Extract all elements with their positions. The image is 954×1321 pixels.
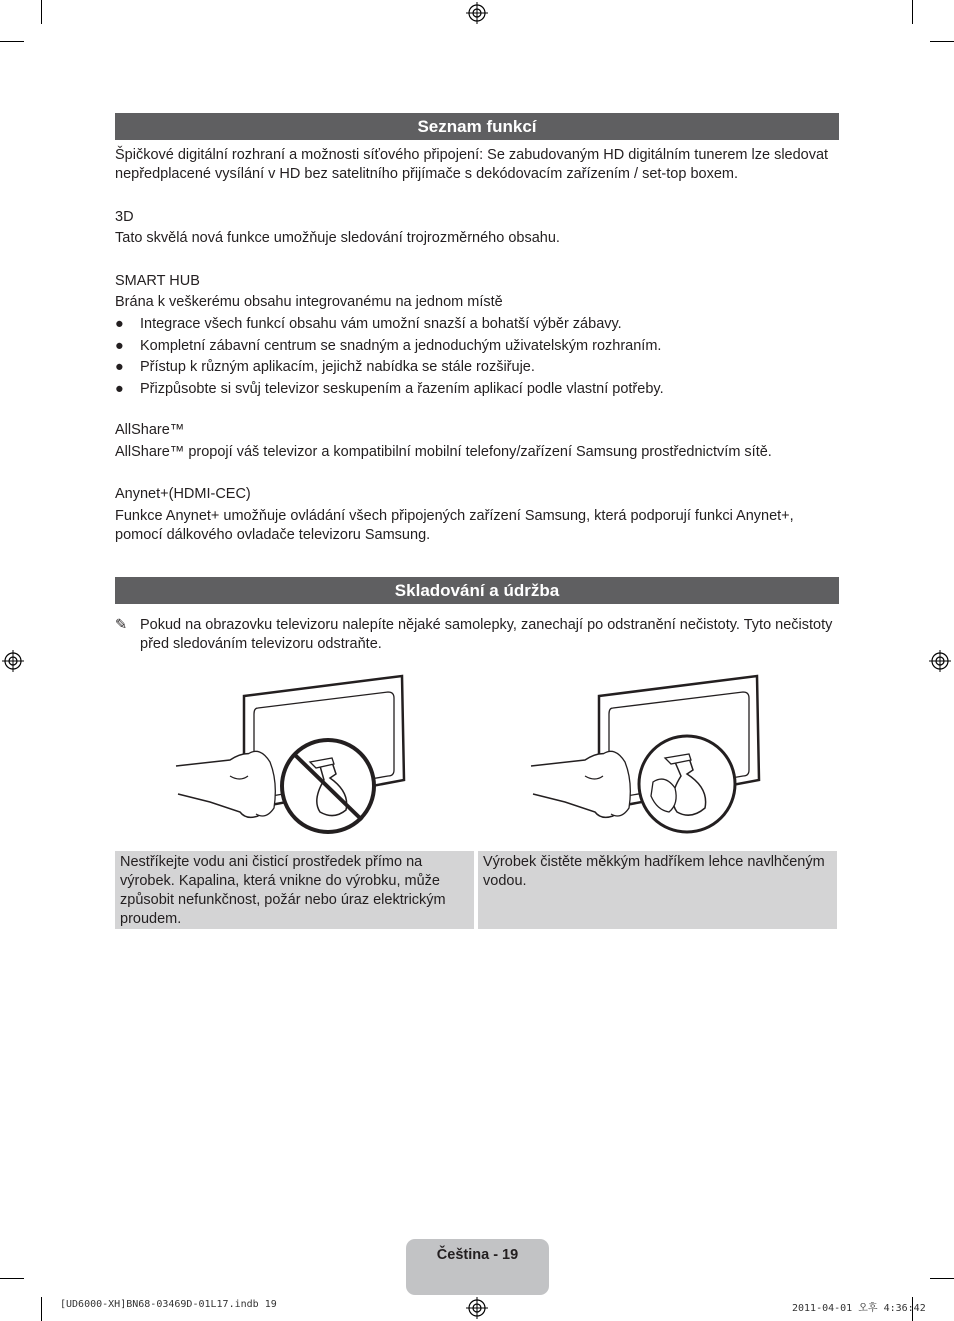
- registration-mark-icon: [2, 650, 24, 672]
- list-item: ● Přístup k různým aplikacím, jejichž nabídka se stále rozšiřuje.: [115, 357, 841, 379]
- print-timestamp: 2011-04-01 오후 4:36:42: [792, 1303, 926, 1314]
- illustration-wipe-cloth: [525, 670, 765, 840]
- print-file-info: [UD6000-XH]BN68-03469D-01L17.indb 19: [60, 1299, 277, 1310]
- list-item: ● Kompletní zábavní centrum se snadným a jednoduchým uživatelským rozhraním.: [115, 336, 841, 358]
- text-smart-hub: Brána k veškerému obsahu integrovanému na jednom místě: [115, 294, 503, 310]
- crop-mark: [912, 0, 913, 24]
- heading-anynet: Anynet+(HDMI-CEC): [115, 486, 251, 502]
- crop-mark: [0, 1278, 24, 1279]
- page-number-badge: Čeština - 19: [406, 1239, 549, 1295]
- care-note: [115, 616, 841, 654]
- section-title-care: Skladování a údržba: [115, 577, 839, 604]
- text-allshare: AllShare™ propojí váš televizor a kompatibilní mobilní telefony/zařízení Samsung prostřednictvím sítě.: [115, 444, 772, 460]
- features-intro: Špičkové digitální rozhraní a možnosti síťového připojení: Se zabudovaným HD digitálním tunerem lze sledovat nepředplacené vysílání v HD bez satelitního přijímače s dekódovacím zařízením / set-top boxem.: [115, 147, 829, 182]
- heading-smart-hub: SMART HUB: [115, 273, 200, 289]
- smart-hub-bullet-list: [115, 314, 841, 401]
- section-title-features: Seznam funkcí: [115, 113, 839, 140]
- list-item: ● Integrace všech funkcí obsahu vám umožní snazší a bohatší výběr zábavy.: [115, 314, 841, 336]
- illustration-no-spray: [170, 670, 410, 840]
- crop-mark: [930, 1278, 954, 1279]
- crop-mark: [41, 0, 42, 24]
- text-anynet: Funkce Anynet+ umožňuje ovládání všech připojených zařízení Samsung, která podporují funkci Anynet+, pomocí dálkového ovladače televizoru Samsung.: [115, 508, 794, 543]
- list-item: ● Přizpůsobte si svůj televizor seskupením a řazením aplikací podle vlastní potřeby.: [115, 379, 841, 401]
- registration-mark-icon: [466, 2, 488, 24]
- bullet-icon: ●: [115, 359, 124, 376]
- registration-mark-icon: [466, 1297, 488, 1319]
- text-3d: Tato skvělá nová funkce umožňuje sledování trojrozměrného obsahu.: [115, 230, 560, 246]
- care-note-text: Pokud na obrazovku televizoru nalepíte nějaké samolepky, zanechají po odstranění nečistoty. Tyto nečistoty před sledováním televizoru odstraňte.: [140, 617, 833, 652]
- note-pencil-icon: ✎: [115, 617, 128, 633]
- bullet-icon: ●: [115, 381, 124, 398]
- bullet-icon: ●: [115, 337, 124, 354]
- heading-allshare: AllShare™: [115, 422, 185, 438]
- bullet-icon: ●: [115, 316, 124, 332]
- crop-mark: [41, 1297, 42, 1321]
- caption-wipe-cloth: Výrobek čistěte měkkým hadříkem lehce navlhčeným vodou.: [478, 851, 837, 929]
- heading-3d: 3D: [115, 209, 134, 225]
- crop-mark: [0, 41, 24, 42]
- caption-no-spray: Nestříkejte vodu ani čisticí prostředek přímo na výrobek. Kapalina, která vnikne do výrobku, může způsobit nefunkčnost, požár nebo úraz elektrickým proudem.: [115, 851, 474, 929]
- crop-mark: [930, 41, 954, 42]
- registration-mark-icon: [929, 650, 951, 672]
